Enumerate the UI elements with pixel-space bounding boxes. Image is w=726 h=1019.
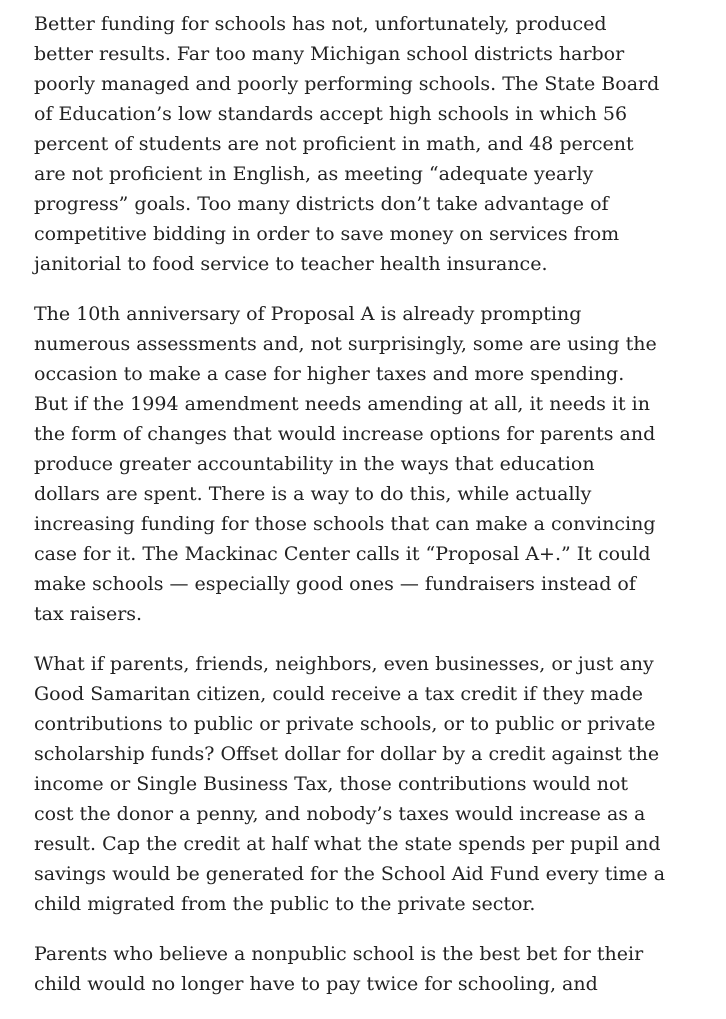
text-line: contributions to public or private schools, or to public or private bbox=[34, 713, 656, 735]
text-line: child would no longer have to pay twice for schooling, and bbox=[34, 973, 598, 995]
text-line: tax raisers. bbox=[34, 603, 143, 625]
text-line: are not proficient in English, as meeting “adequate yearly bbox=[34, 163, 594, 185]
text-line: janitorial to food service to teacher health insurance. bbox=[34, 253, 548, 275]
text-line: poorly managed and poorly performing schools. The State Board bbox=[34, 73, 660, 95]
text-line: But if the 1994 amendment needs amending at all, it needs it in bbox=[34, 393, 650, 415]
text-line: of Education’s low standards accept high schools in which 56 bbox=[34, 103, 628, 125]
text-line: income or Single Business Tax, those contributions would not bbox=[34, 773, 629, 795]
text-line: case for it. The Mackinac Center calls it “Proposal A+.” It could bbox=[34, 543, 651, 565]
paragraph-3 bbox=[34, 649, 666, 919]
text-line: What if parents, friends, neighbors, even businesses, or just any bbox=[34, 653, 654, 675]
paragraph-2 bbox=[34, 299, 657, 629]
paragraph-1 bbox=[34, 9, 660, 279]
paragraph-4 bbox=[34, 939, 644, 999]
article-body bbox=[34, 9, 666, 1019]
text-line: numerous assessments and, not surprisingly, some are using the bbox=[34, 333, 657, 355]
text-line: increasing funding for those schools that can make a convincing bbox=[34, 513, 656, 535]
text-line: Parents who believe a nonpublic school is the best bet for their bbox=[34, 943, 644, 965]
text-line: cost the donor a penny, and nobody’s taxes would increase as a bbox=[34, 803, 646, 825]
text-line: result. Cap the credit at half what the state spends per pupil and bbox=[34, 833, 661, 855]
text-line: dollars are spent. There is a way to do this, while actually bbox=[34, 483, 592, 505]
text-line: competitive bidding in order to save money on services from bbox=[34, 223, 620, 245]
text-line: make schools — especially good ones — fundraisers instead of bbox=[34, 573, 636, 595]
text-line: scholarship funds? Offset dollar for dollar by a credit against the bbox=[34, 743, 660, 765]
text-line: Good Samaritan citizen, could receive a tax credit if they made bbox=[34, 683, 644, 705]
text-line: produce greater accountability in the ways that education bbox=[34, 453, 595, 475]
text-line: progress” goals. Too many districts don’t take advantage of bbox=[34, 193, 609, 215]
text-line: child migrated from the public to the private sector. bbox=[34, 893, 536, 915]
text-line: The 10th anniversary of Proposal A is already prompting bbox=[34, 303, 582, 325]
text-line: occasion to make a case for higher taxes and more spending. bbox=[34, 363, 625, 385]
text-line: savings would be generated for the School Aid Fund every time a bbox=[34, 863, 666, 885]
text-line: better results. Far too many Michigan school districts harbor bbox=[34, 43, 625, 65]
text-line: the form of changes that would increase options for parents and bbox=[34, 423, 656, 445]
text-line: percent of students are not proficient in math, and 48 percent bbox=[34, 133, 634, 155]
text-line: Better funding for schools has not, unfortunately, produced bbox=[34, 13, 607, 35]
